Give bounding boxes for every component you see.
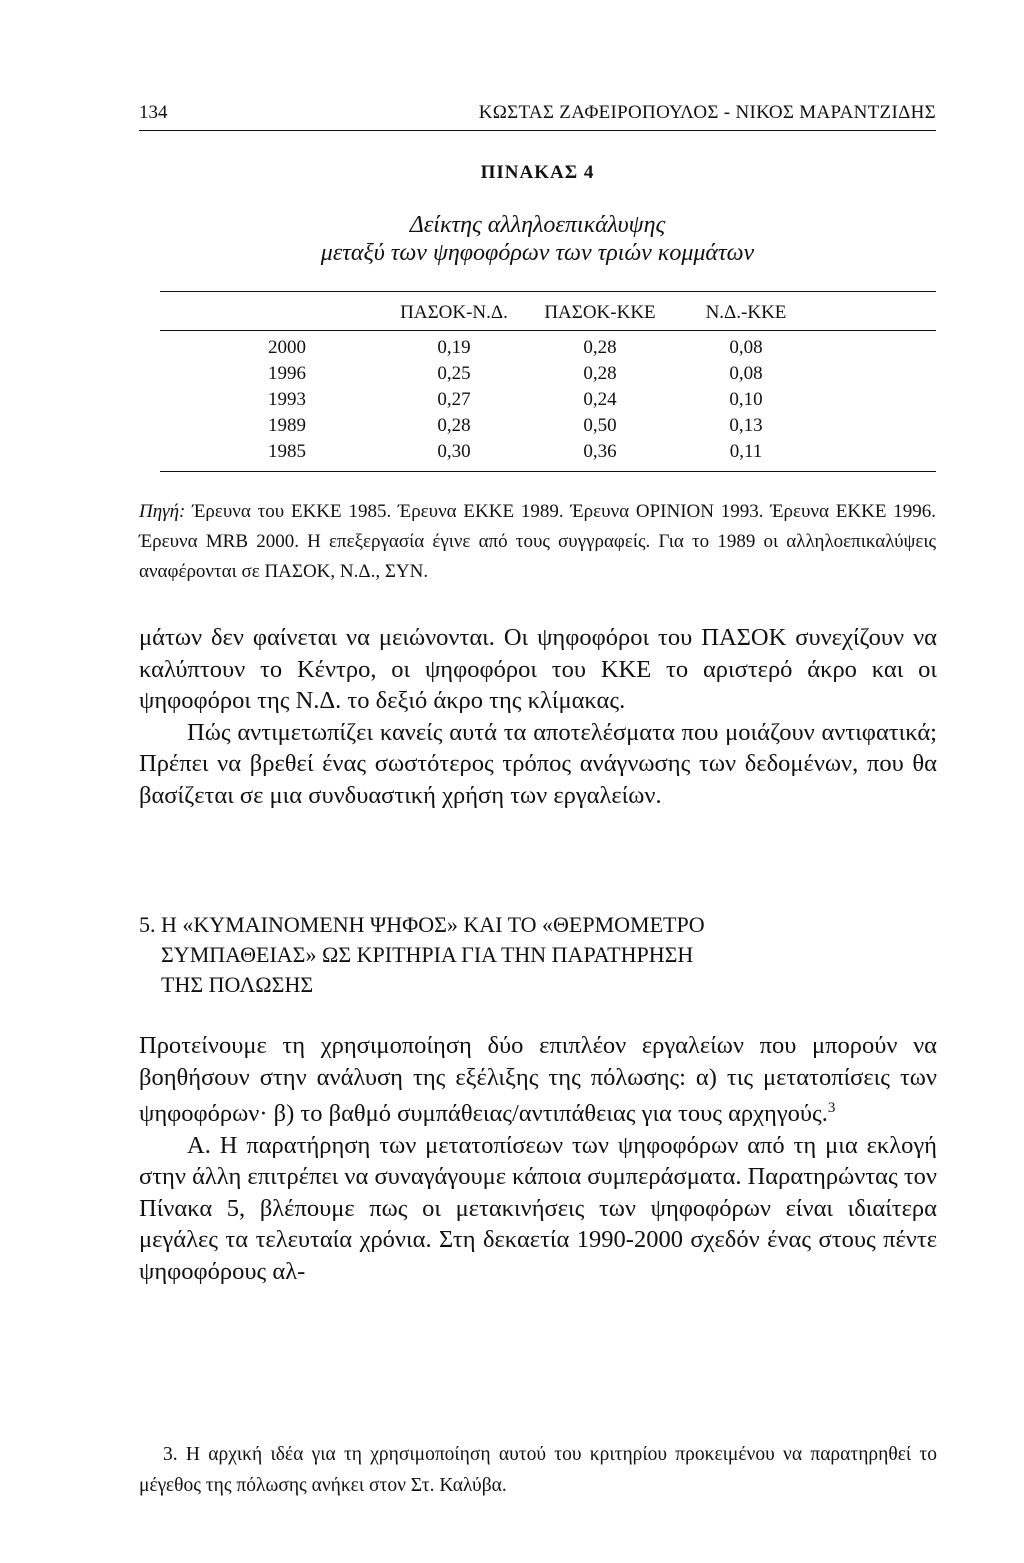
running-title: ΚΩΣΤΑΣ ΖΑΦΕΙΡΟΠΟΥΛΟΣ - ΝΙΚΟΣ ΜΑΡΑΝΤΖΙΔΗΣ	[478, 102, 936, 123]
year-cell: 1996	[268, 363, 306, 384]
source-text: Έρευνα του ΕΚΚΕ 1985. Έρευνα ΕΚΚΕ 1989. Έρευνα OPINION 1993. Έρευνα ΕΚΚΕ 1996. Έρευνα MRB 2000. Η επεξεργασία έγινε από τους συγγραφείς. Για το 1989 οι αλληλοεπικαλύψεις αναφέρονται σε ΠΑΣΟΚ, Ν.Δ., ΣΥΝ.	[139, 501, 936, 582]
table-subtitle-line-1: Δείκτης αλληλοεπικάλυψης	[409, 212, 666, 238]
body-text-2	[139, 1030, 937, 1287]
section-heading-line: ΣΥΜΠΑΘΕΙΑΣ» ΩΣ ΚΡΙΤΗΡΙΑ ΓΙΑ ΤΗΝ ΠΑΡΑΤΗΡΗΣΗ	[161, 942, 694, 967]
column-header: ΠΑΣΟΚ-ΚΚΕ	[544, 302, 656, 323]
table-cell: 0,27	[437, 389, 471, 410]
table-cell: 0,28	[437, 415, 471, 436]
table-row	[160, 441, 936, 467]
column-header: Ν.Δ.-ΚΚΕ	[705, 302, 787, 323]
section-heading-line: 5. Η «ΚΥΜΑΙΝΟΜΕΝΗ ΨΗΦΟΣ» ΚΑΙ ΤΟ «ΘΕΡΜΟΜΕΤΡΟ	[139, 912, 705, 937]
paragraph-text: Προτείνουμε τη χρησιμοποίηση δύο επιπλέον εργαλείων που μπορούν να βοηθήσουν στην ανάλυση της εξέλιξης της πόλωσης: α) τις μετατοπίσεις των ψηφοφόρων· β) το βαθμό συμπάθειας/αντιπάθειας για τους αρχηγούς.	[139, 1032, 937, 1128]
column-header: ΠΑΣΟΚ-Ν.Δ.	[400, 302, 508, 323]
year-cell: 2000	[268, 337, 306, 358]
paragraph	[139, 1030, 937, 1130]
table-cell: 0,10	[729, 389, 763, 410]
body-text-1	[139, 622, 937, 811]
section-heading-line: ΤΗΣ ΠΟΛΩΣΗΣ	[161, 972, 314, 997]
table-row	[160, 389, 936, 415]
footnote-text: 3. Η αρχική ιδέα για τη χρησιμοποίηση αυτού του κριτηρίου προκειμένου να παρατηρηθεί το μέγεθος της πόλωσης ανήκει στον Στ. Καλύβα.	[139, 1444, 937, 1496]
table-cell: 0,11	[729, 441, 763, 462]
table-top-rule	[160, 291, 936, 292]
paragraph: Πώς αντιμετωπίζει κανείς αυτά τα αποτελέσματα που μοιάζουν αντιφατικά; Πρέπει να βρεθεί ένας σωστότερος τρόπος ανάγνωσης των δεδομένων, που θα βασίζεται σε μια συνδυαστική χρήση των εργαλείων.	[139, 718, 937, 809]
table-cell: 0,30	[437, 441, 471, 462]
table-cell: 0,28	[583, 363, 617, 384]
year-cell: 1993	[268, 389, 306, 410]
table-header-rule	[160, 330, 936, 331]
footnote	[139, 1439, 937, 1501]
table-bottom-rule	[160, 471, 936, 472]
table-cell: 0,36	[583, 441, 617, 462]
table-cell: 0,19	[437, 337, 471, 358]
table-cell: 0,24	[583, 389, 617, 410]
footnote-reference: 3	[827, 1100, 836, 1116]
year-cell: 1989	[268, 415, 306, 436]
running-header	[139, 92, 936, 131]
table-source-note	[139, 497, 936, 587]
table-title: ΠΙΝΑΚΑΣ 4	[480, 162, 595, 183]
section-heading	[139, 910, 899, 1000]
table-cell: 0,25	[437, 363, 471, 384]
paragraph: μάτων δεν φαίνεται να μειώνονται. Οι ψηφοφόροι του ΠΑΣΟΚ συνεχίζουν να καλύπτουν το Κέντρο, οι ψηφοφόροι του ΚΚΕ το αριστερό άκρο και οι ψηφοφόροι της Ν.Δ. το δεξιό άκρο της κλίμακας.	[139, 624, 937, 714]
year-cell: 1985	[268, 441, 306, 462]
table-subtitle-line-2: μεταξύ των ψηφοφόρων των τριών κομμάτων	[320, 240, 755, 266]
table-cell: 0,08	[729, 363, 763, 384]
paragraph: Α. Η παρατήρηση των μετατοπίσεων των ψηφοφόρων από τη μια εκλογή στην άλλη επιτρέπει να συναγάγουμε κάποια συμπεράσματα. Παρατηρώντας τον Πίνακα 5, βλέπουμε πως οι μετακινήσεις των ψηφοφόρων είναι ιδιαίτερα μεγάλες τα τελευταία χρόνια. Στη δεκαετία 1990-2000 σχεδόν ένας στους πέντε ψηφοφόρους αλ-	[139, 1131, 937, 1285]
table-cell: 0,50	[583, 415, 617, 436]
table-cell: 0,08	[729, 337, 763, 358]
source-label: Πηγή:	[139, 501, 186, 522]
table-row	[160, 415, 936, 441]
table-row	[160, 363, 936, 389]
table-header-row	[160, 302, 936, 328]
table-cell: 0,28	[583, 337, 617, 358]
page-number: 134	[139, 102, 168, 123]
table-row	[160, 337, 936, 363]
table-cell: 0,13	[729, 415, 763, 436]
